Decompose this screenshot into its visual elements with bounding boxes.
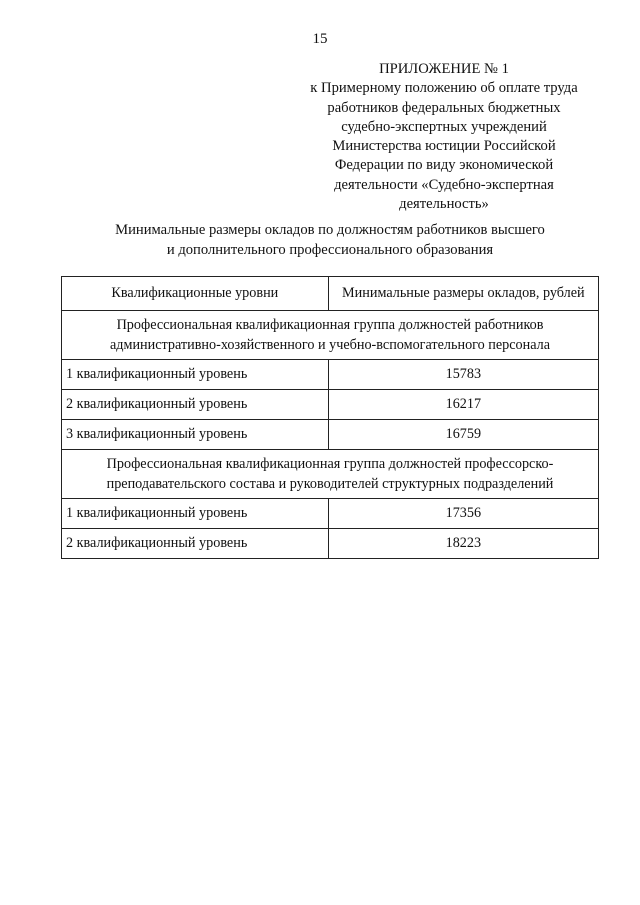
- level-cell: 3 квалификационный уровень: [62, 420, 329, 450]
- salary-table: [61, 276, 599, 559]
- group-title-line: Профессиональная квалификационная группа должностей работников: [116, 317, 544, 333]
- salary-cell: 17356: [328, 499, 598, 529]
- header-minimum-salaries: Минимальные размеры окладов, рублей: [328, 277, 598, 311]
- page-number: 15: [312, 31, 328, 47]
- level-cell: 2 квалификационный уровень: [62, 529, 329, 559]
- appendix-line: к Примерному положению об оплате труда: [310, 80, 578, 97]
- appendix-title: ПРИЛОЖЕНИЕ № 1: [379, 61, 509, 77]
- salary-cell: 16759: [328, 420, 598, 450]
- table-row: [62, 499, 599, 529]
- group-title: [62, 311, 599, 360]
- appendix-line: работников федеральных бюджетных: [327, 99, 561, 116]
- salary-cell: 15783: [328, 360, 598, 390]
- table-title: [60, 220, 600, 260]
- group-title-line: административно-хозяйственного и учебно-вспомогательного персонала: [109, 337, 551, 353]
- appendix-line: Министерства юстиции Российской: [332, 138, 556, 155]
- level-cell: 2 квалификационный уровень: [62, 390, 329, 420]
- appendix-header: [300, 60, 588, 214]
- group-title-line: преподавательского состава и руководителей структурных подразделений: [106, 476, 554, 492]
- table-title-line: Минимальные размеры окладов по должностям работников высшего: [115, 222, 545, 238]
- table-title-line: и дополнительного профессионального образования: [166, 242, 494, 258]
- group-row: [62, 450, 599, 499]
- salary-cell: 16217: [328, 390, 598, 420]
- appendix-line: деятельности «Судебно-экспертная: [334, 176, 554, 193]
- appendix-line: судебно-экспертных учреждений: [341, 118, 547, 135]
- appendix-line: деятельность»: [399, 196, 489, 213]
- appendix-line: Федерации по виду экономической: [334, 157, 554, 174]
- header-qualification-levels: Квалификационные уровни: [62, 277, 329, 311]
- table-header-row: [62, 277, 599, 311]
- table-row: [62, 420, 599, 450]
- table-row: [62, 390, 599, 420]
- group-title-line: Профессиональная квалификационная группа должностей профессорско-: [106, 456, 554, 472]
- table-row: [62, 529, 599, 559]
- salary-cell: 18223: [328, 529, 598, 559]
- group-row: [62, 311, 599, 360]
- level-cell: 1 квалификационный уровень: [62, 360, 329, 390]
- table-row: [62, 360, 599, 390]
- group-title: [62, 450, 599, 499]
- level-cell: 1 квалификационный уровень: [62, 499, 329, 529]
